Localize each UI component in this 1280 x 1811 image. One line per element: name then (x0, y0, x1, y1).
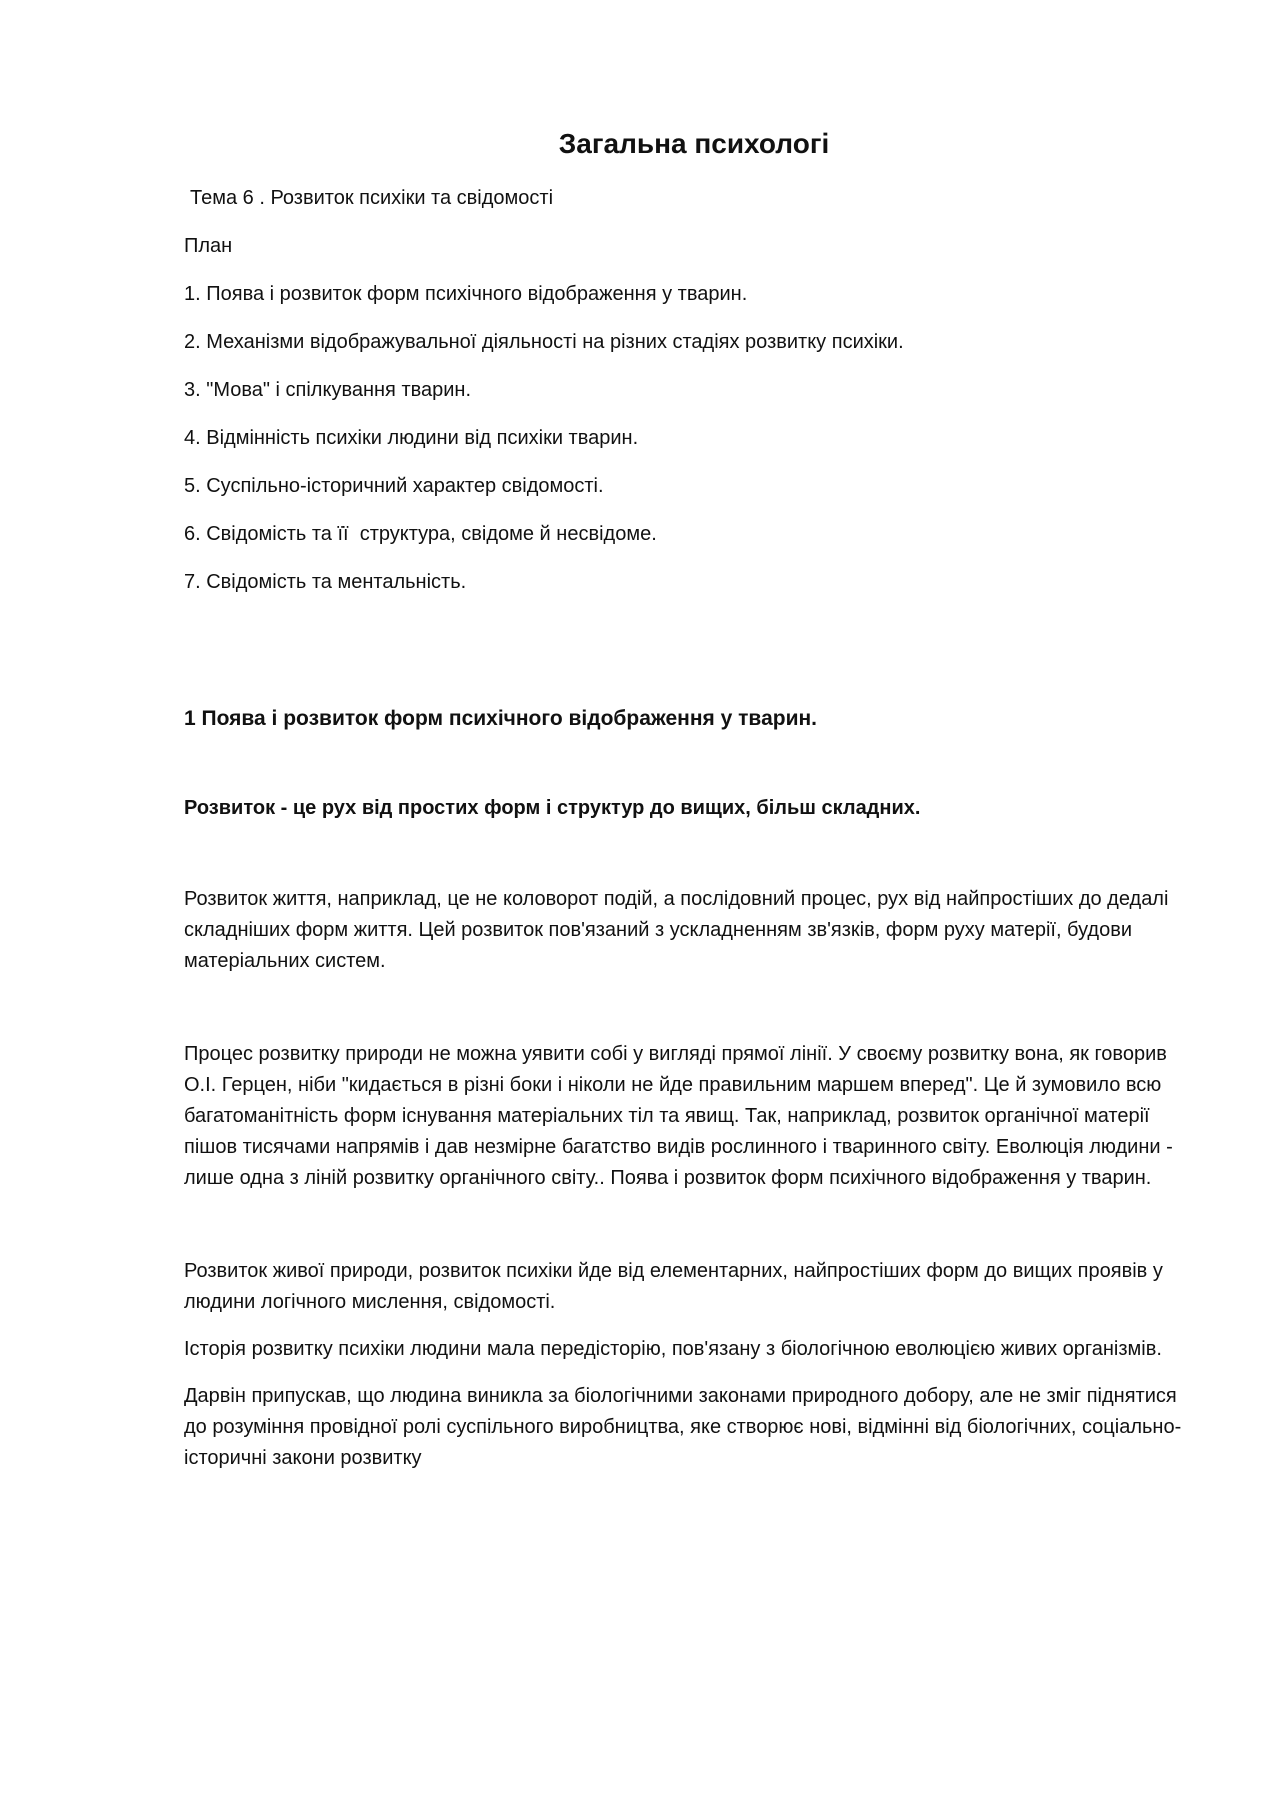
body-paragraph: Розвиток живої природи, розвиток психіки йде від елементарних, найпростіших форм до вищих проявів у людини логічного мислення, свідомості. (184, 1260, 1163, 1313)
definition-paragraph: Розвиток - це рух від простих форм і структур до вищих, більш складних. (184, 797, 921, 819)
plan-item: 2. Механізми відображувальної діяльності на різних стадіях розвитку психіки. (184, 331, 904, 353)
plan-item: 1. Поява і розвиток форм психічного відображення у тварин. (184, 283, 748, 305)
body-paragraph: Історія розвитку психіки людини мала передісторію, пов'язану з біологічною еволюцією живих організмів. (184, 1338, 1162, 1360)
plan-item: 4. Відмінність психіки людини від психіки тварин. (184, 427, 639, 449)
body-paragraph: Процес розвитку природи не можна уявити собі у вигляді прямої лінії. У своєму розвитку вона, як говорив О.І. Герцен, ніби "кидається в різні боки і ніколи не йде правильним маршем вперед". Це й зумовило всю багатоманітність форм існування матеріальних тіл та явищ. Так, наприклад, розвиток органічної матерії пішов тисячами напрямів і дав незмірне багатство видів рослинного і тваринного світу. Еволюція людини - лише одна з ліній розвитку органічного світу.. Поява і розвиток форм психічного відображення у тварин. (184, 1043, 1173, 1189)
plan-list (184, 280, 1194, 596)
document-body (184, 126, 1194, 1474)
document-title: Загальна психологі (558, 128, 830, 159)
section-heading: 1 Поява і розвиток форм психічного відображення у тварин. (184, 707, 818, 730)
plan-item: 3. "Мова" і спілкування тварин. (184, 379, 472, 401)
plan-item: 7. Свідомість та ментальність. (184, 571, 467, 593)
plan-item: 6. Свідомість та її структура, свідоме й несвідоме. (184, 523, 657, 545)
body-paragraph: Дарвін припускав, що людина виникла за біологічними законами природного добору, але не зміг піднятися до розуміння провідної ролі суспільного виробництва, яке створює нові, відмінні від біологічних, соціально-історичні закони розвитку (184, 1385, 1182, 1469)
body-paragraph: Розвиток життя, наприклад, це не коловорот подій, а послідовний процес, рух від найпростіших до дедалі складніших форм життя. Цей розвиток пов'язаний з ускладненням зв'язків, форм руху матерії, будови матеріальних систем. (184, 888, 1169, 972)
plan-label: План (184, 235, 233, 257)
topic-line: Тема 6 . Розвиток психіки та свідомості (190, 187, 554, 209)
plan-item: 5. Суспільно-історичний характер свідомості. (184, 475, 604, 497)
